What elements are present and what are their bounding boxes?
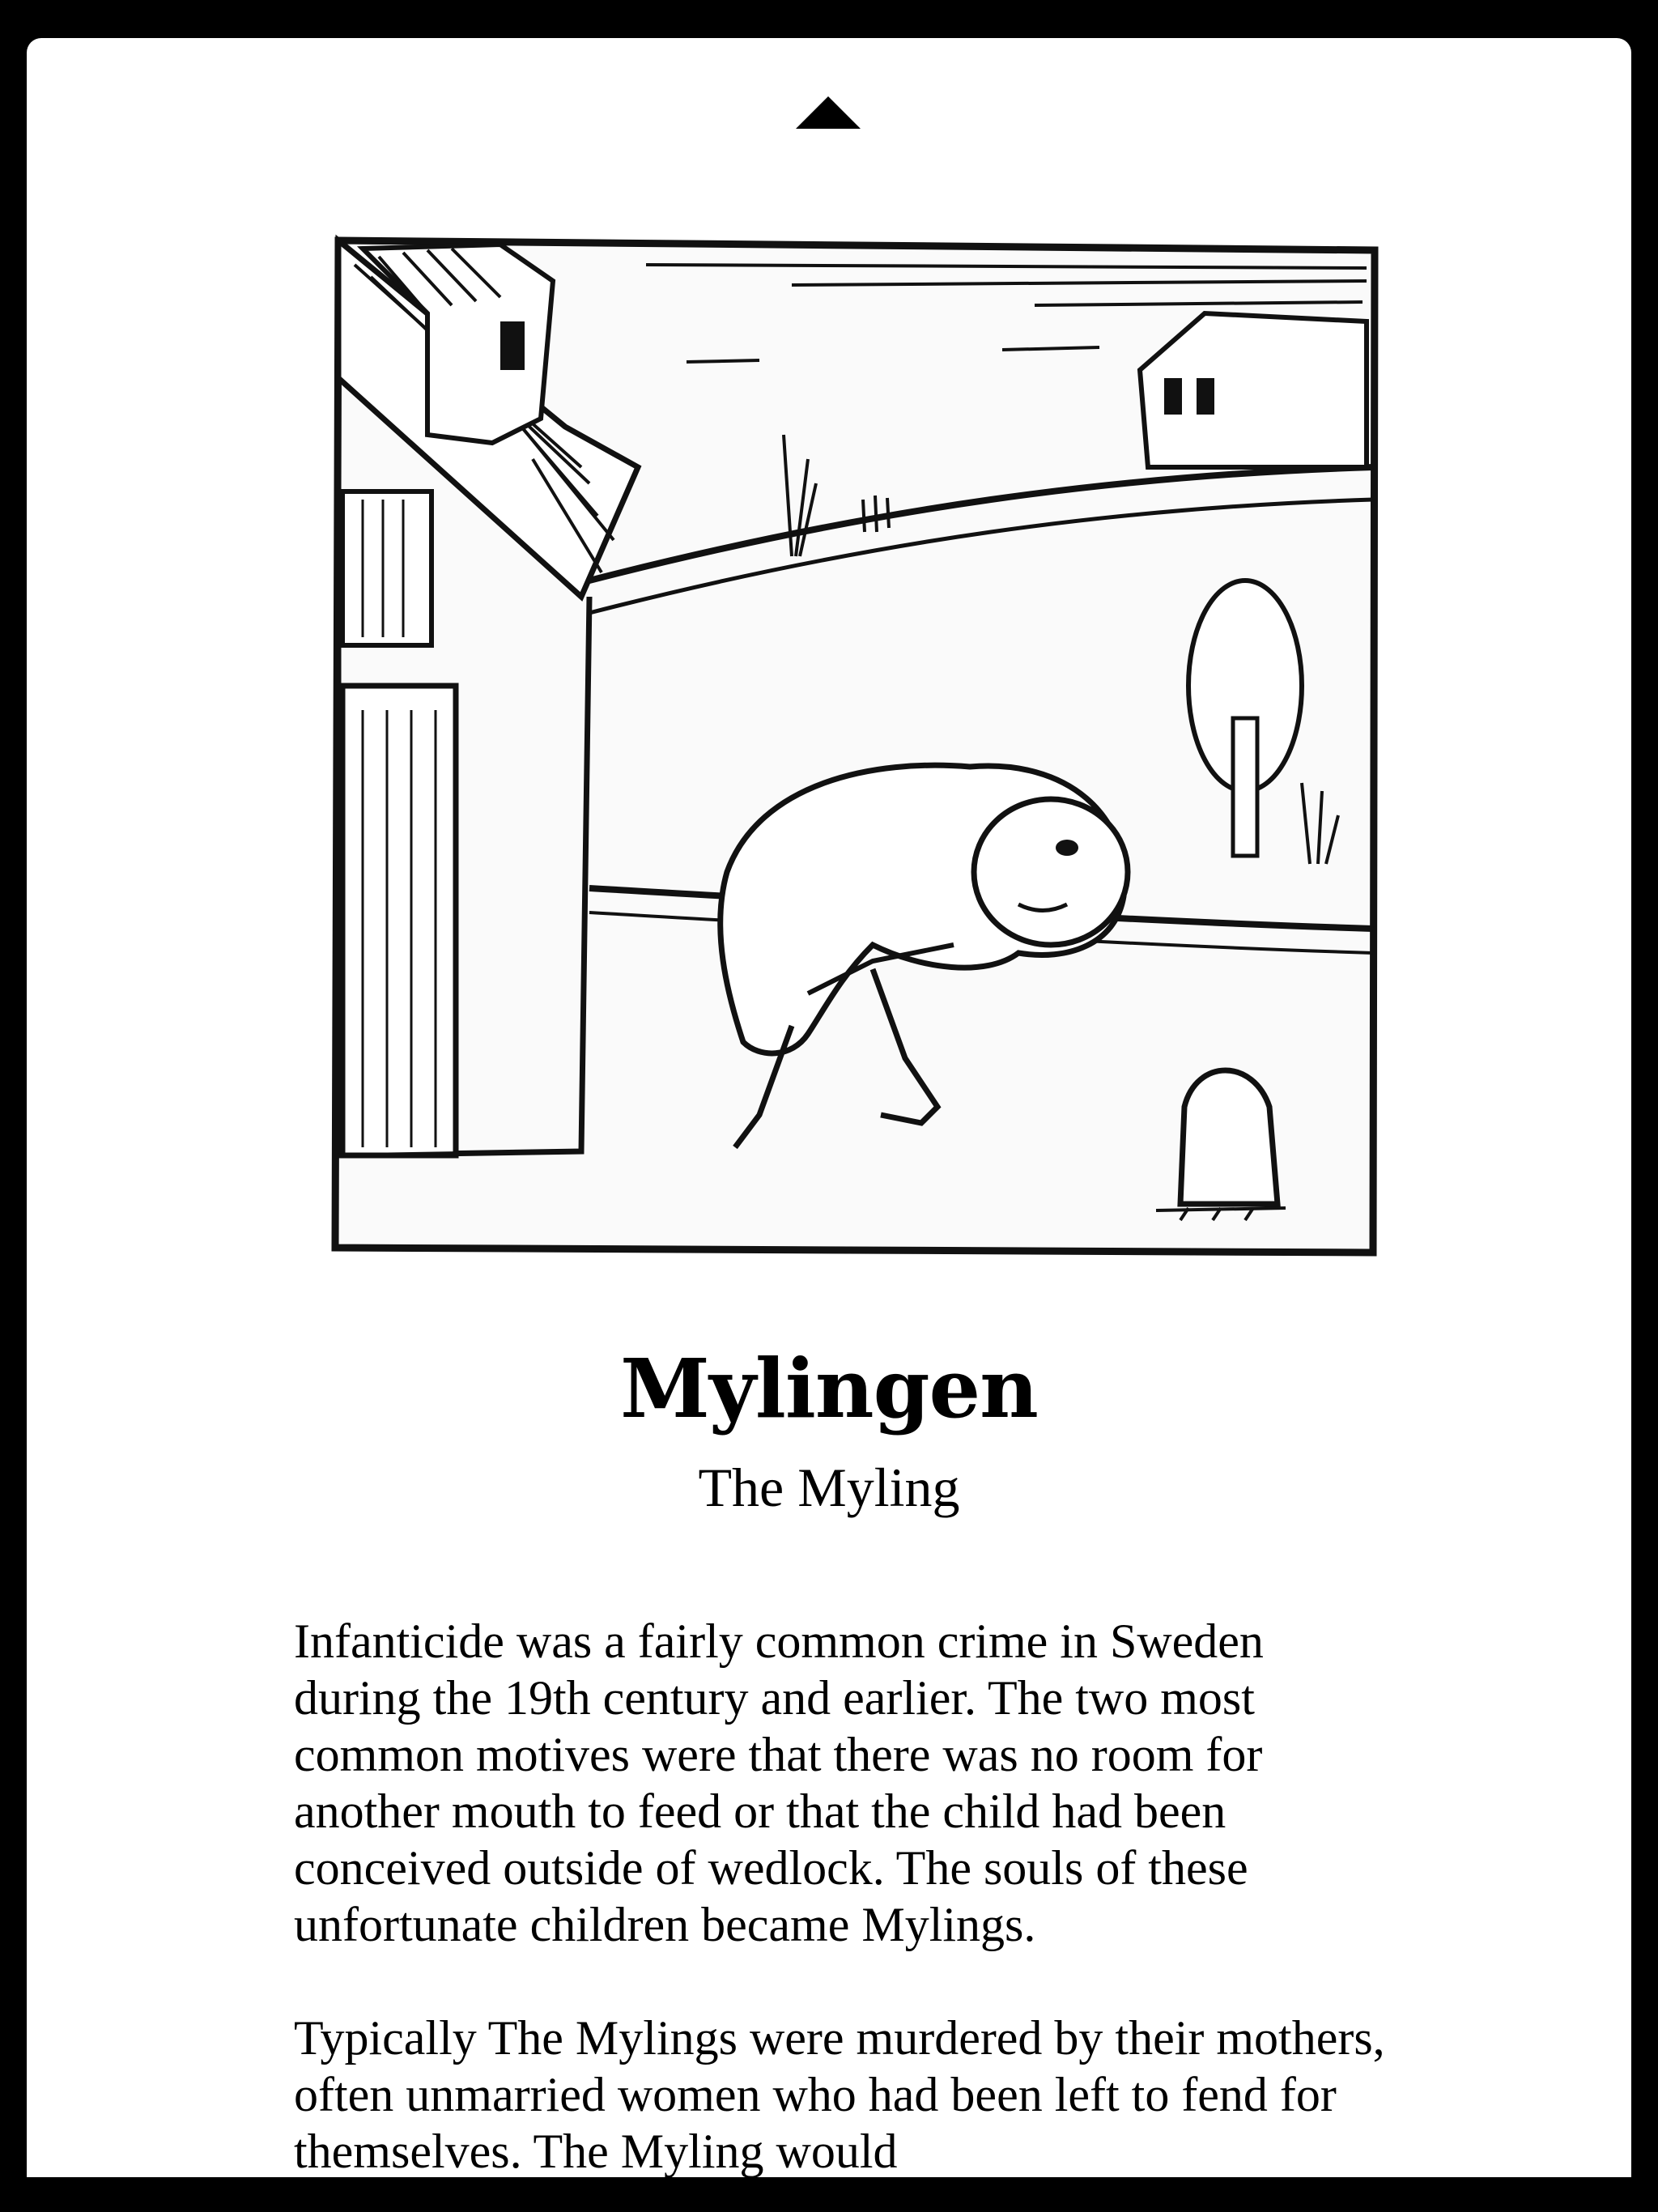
page-subtitle: The Myling xyxy=(698,1457,960,1518)
content-card xyxy=(27,38,1631,2177)
woodcut-image xyxy=(306,200,1391,1285)
page-title: Mylingen xyxy=(620,1341,1038,1436)
article-body xyxy=(294,1613,1395,2177)
myling-illustration xyxy=(306,200,1391,1285)
paragraph: Typically The Mylings were murdered by their mothers, often unmarried women who had been left to fend for themselves. The Myling would xyxy=(294,2011,1385,2177)
paragraph: Infanticide was a fairly common crime in Sweden during the 19th century and earlier. The two most common motives were that there was no room for another mouth to feed or that the child had been conceived outside of wedlock. The souls of these unfortunate children became Mylings. xyxy=(294,1614,1264,1951)
collapse-arrow-icon[interactable] xyxy=(796,96,861,129)
